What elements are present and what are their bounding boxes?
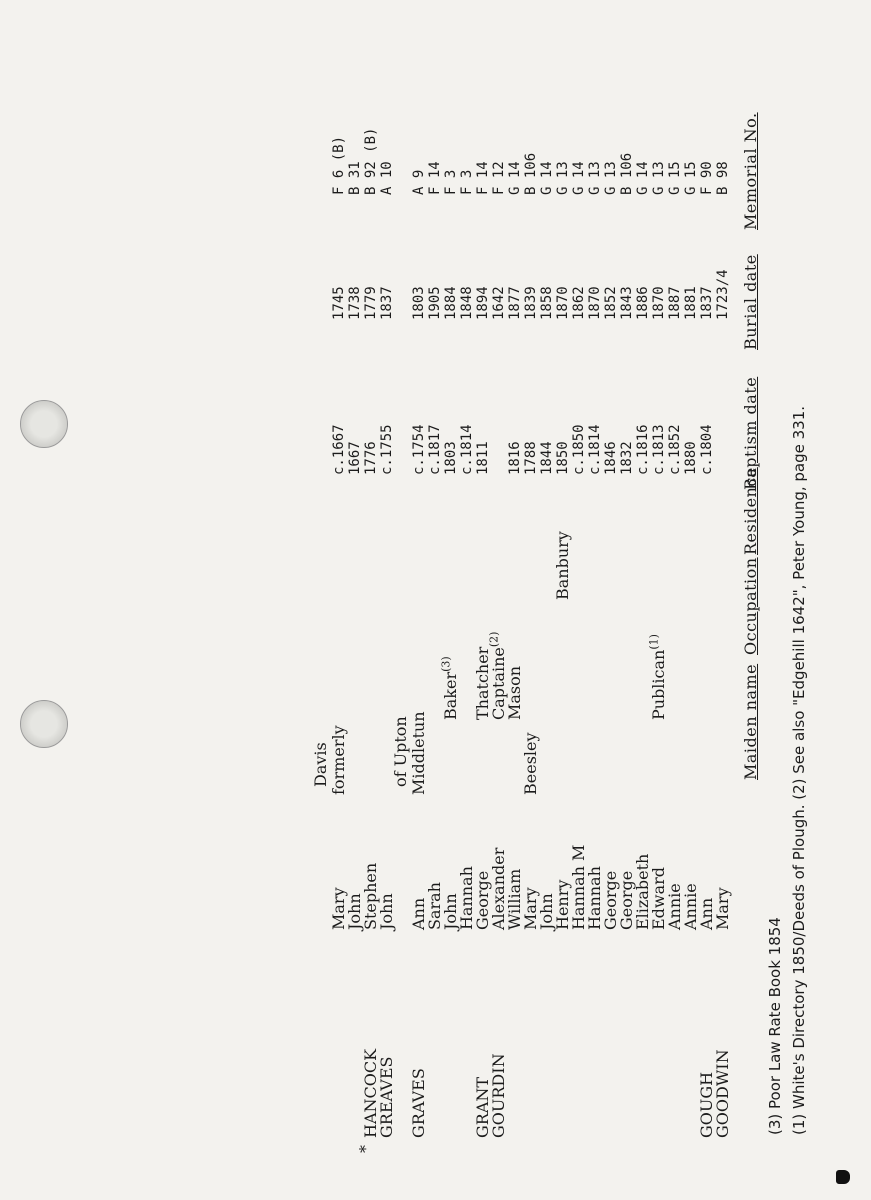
memorial-no-cell: G 14 (539, 161, 555, 195)
baptism-date-cell: c.1852 (667, 424, 683, 475)
memorial-no-cell: F 3 (443, 169, 459, 195)
baptism-date-cell: c.1814 (587, 424, 603, 475)
given-name-cell: Henry (553, 879, 572, 930)
memorial-no-cell: F 90 (699, 161, 715, 195)
memorial-no-cell: F 14 (427, 161, 443, 195)
baptism-date-cell: 1667 (347, 441, 363, 475)
given-name-cell: George (473, 870, 492, 930)
occupation-text: Captaine (489, 647, 508, 720)
occupation-cell (439, 656, 460, 720)
burial-date-cell: 1642 (491, 286, 507, 320)
burial-date-cell: 1738 (347, 286, 363, 320)
given-name-cell: Mary (713, 887, 732, 930)
surname-cell: GRAVES (409, 1068, 428, 1138)
maiden-name-cell: formerly (329, 725, 348, 795)
footnote-line-2: (3) Poor Law Rate Book 1854 (766, 917, 784, 1135)
burial-date-cell: 1870 (555, 286, 571, 320)
burial-date-cell: 1723/4 (715, 269, 731, 320)
burial-date-cell: 1884 (443, 286, 459, 320)
baptism-date-cell: c.1667 (331, 424, 347, 475)
memorial-no-cell: G 15 (683, 161, 699, 195)
baptism-date-cell: 1844 (539, 441, 555, 475)
surname-cell: GOODWIN (713, 1049, 732, 1138)
memorial-no-cell: F 6 (B) (331, 135, 347, 195)
memorial-no-cell: G 14 (635, 161, 651, 195)
given-name-cell: Annie (681, 883, 700, 930)
baptism-date-cell: c.1816 (635, 424, 651, 475)
residence-cell: Banbury (553, 531, 572, 600)
maiden-name-cell-line2: Davis (311, 742, 330, 787)
memorial-no-cell: G 13 (555, 161, 571, 195)
burial-date-cell: 1843 (619, 286, 635, 320)
given-name-cell: John (537, 893, 556, 930)
burial-date-cell: 1837 (379, 286, 395, 320)
given-name-cell: Alexander (489, 847, 508, 930)
memorial-no-cell: B 106 (619, 152, 635, 195)
occupation-text: Baker (441, 671, 460, 720)
burial-date-cell: 1886 (635, 286, 651, 320)
given-name-cell: Hannah M (569, 844, 588, 930)
occupation-cell (487, 631, 508, 720)
baptism-date-cell: c.1755 (379, 424, 395, 475)
memorial-no-cell: G 14 (507, 161, 523, 195)
given-name-cell: George (601, 870, 620, 930)
surname-cell: GOUGH (697, 1071, 716, 1138)
given-name-cell: John (377, 893, 396, 930)
memorial-no-cell: G 14 (571, 161, 587, 195)
given-name-cell: Annie (665, 883, 684, 930)
surname-cell: GREAVES (377, 1056, 396, 1138)
given-name-cell: Mary (521, 887, 540, 930)
footnote-ref: (2) (487, 631, 501, 648)
baptism-date-cell: 1850 (555, 441, 571, 475)
baptism-date-cell: c.1814 (459, 424, 475, 475)
given-name-cell: Mary (329, 887, 348, 930)
given-name-cell: John (441, 893, 460, 930)
memorial-no-cell: G 13 (651, 161, 667, 195)
baptism-date-cell: 1832 (619, 441, 635, 475)
memorial-no-cell: F 14 (475, 161, 491, 195)
occupation-text: Publican (649, 649, 668, 720)
baptism-date-cell: 1788 (523, 441, 539, 475)
given-name-cell: Hannah (585, 866, 604, 930)
footnote-ref: (3) (439, 656, 453, 672)
memorial-no-cell: A 10 (379, 161, 395, 195)
given-name-cell: Hannah (457, 866, 476, 930)
maiden-name-cell-line2: of Upton (391, 716, 410, 787)
occupation-cell (507, 666, 523, 720)
given-name-cell: Ann (409, 897, 428, 930)
surname-cell: GRANT (473, 1076, 492, 1138)
given-name-cell: William (505, 868, 524, 930)
surname-cell: HANCOCK (361, 1048, 380, 1138)
burial-date-cell: 1803 (411, 286, 427, 320)
header-memorial-no: Memorial No. (741, 112, 760, 230)
burial-date-cell: 1887 (667, 286, 683, 320)
baptism-date-cell: 1803 (443, 441, 459, 475)
memorial-no-cell: B 31 (347, 161, 363, 195)
baptism-date-cell: 1816 (507, 441, 523, 475)
given-name-cell: John (345, 893, 364, 930)
header-occupation: Occupation (741, 557, 760, 655)
memorial-no-cell: G 13 (587, 161, 603, 195)
memorial-no-cell: F 12 (491, 161, 507, 195)
memorial-no-cell: A 9 (411, 169, 427, 195)
baptism-date-cell: c.1804 (699, 424, 715, 475)
baptism-date-cell: 1880 (683, 441, 699, 475)
baptism-date-cell: c.1813 (651, 424, 667, 475)
given-name-cell: Edward (649, 866, 668, 930)
burial-date-cell: 1870 (587, 286, 603, 320)
header-maiden-name: Maiden name (741, 663, 760, 780)
baptism-date-cell: 1846 (603, 441, 619, 475)
memorial-no-cell: B 106 (523, 152, 539, 195)
memorial-no-cell: G 13 (603, 161, 619, 195)
maiden-name-cell: Middletun (409, 711, 428, 795)
baptism-date-cell: 1776 (363, 441, 379, 475)
memorial-no-cell: B 98 (715, 161, 731, 195)
footnote-line-1: (1) White's Directory 1850/Deeds of Plough. (2) See also "Edgehill 1642", Peter Young, page 331. (790, 405, 808, 1135)
asterisk-marker: * (356, 1145, 375, 1153)
burial-date-cell: 1877 (507, 286, 523, 320)
memorial-no-cell: F 3 (459, 169, 475, 195)
baptism-date-cell: c.1817 (427, 424, 443, 475)
header-burial-date: Burial date (741, 254, 760, 350)
burial-date-cell: 1848 (459, 286, 475, 320)
occupation-cell (647, 634, 668, 720)
burial-date-cell: 1894 (475, 286, 491, 320)
memorial-no-cell: G 15 (667, 161, 683, 195)
occupation-cell (475, 647, 491, 720)
given-name-cell: George (617, 870, 636, 930)
header-residence: Residence (741, 467, 760, 555)
burial-date-cell: 1745 (331, 286, 347, 320)
footnote-ref: (1) (647, 634, 661, 650)
burial-date-cell: 1858 (539, 286, 555, 320)
occupation-text: Thatcher (473, 646, 492, 720)
surname-cell: GOURDIN (489, 1053, 508, 1138)
baptism-date-cell: 1811 (475, 441, 491, 475)
baptism-date-cell: c.1850 (571, 424, 587, 475)
burial-date-cell: 1870 (651, 286, 667, 320)
occupation-text: Mason (505, 665, 524, 720)
baptism-date-cell: c.1754 (411, 424, 427, 475)
maiden-name-cell: Beesley (521, 732, 540, 795)
given-name-cell: Sarah (425, 882, 444, 930)
burial-date-cell: 1779 (363, 286, 379, 320)
burial-date-cell: 1837 (699, 286, 715, 320)
given-name-cell: Elizabeth (633, 853, 652, 930)
header-baptism-date: Baptism date (741, 376, 760, 490)
burial-date-cell: 1862 (571, 286, 587, 320)
burial-date-cell: 1839 (523, 286, 539, 320)
given-name-cell: Ann (697, 897, 716, 930)
given-name-cell: Stephen (361, 862, 380, 930)
burial-date-cell: 1905 (427, 286, 443, 320)
burial-date-cell: 1881 (683, 286, 699, 320)
memorial-no-cell: B 92 (B) (363, 127, 379, 195)
burial-date-cell: 1852 (603, 286, 619, 320)
